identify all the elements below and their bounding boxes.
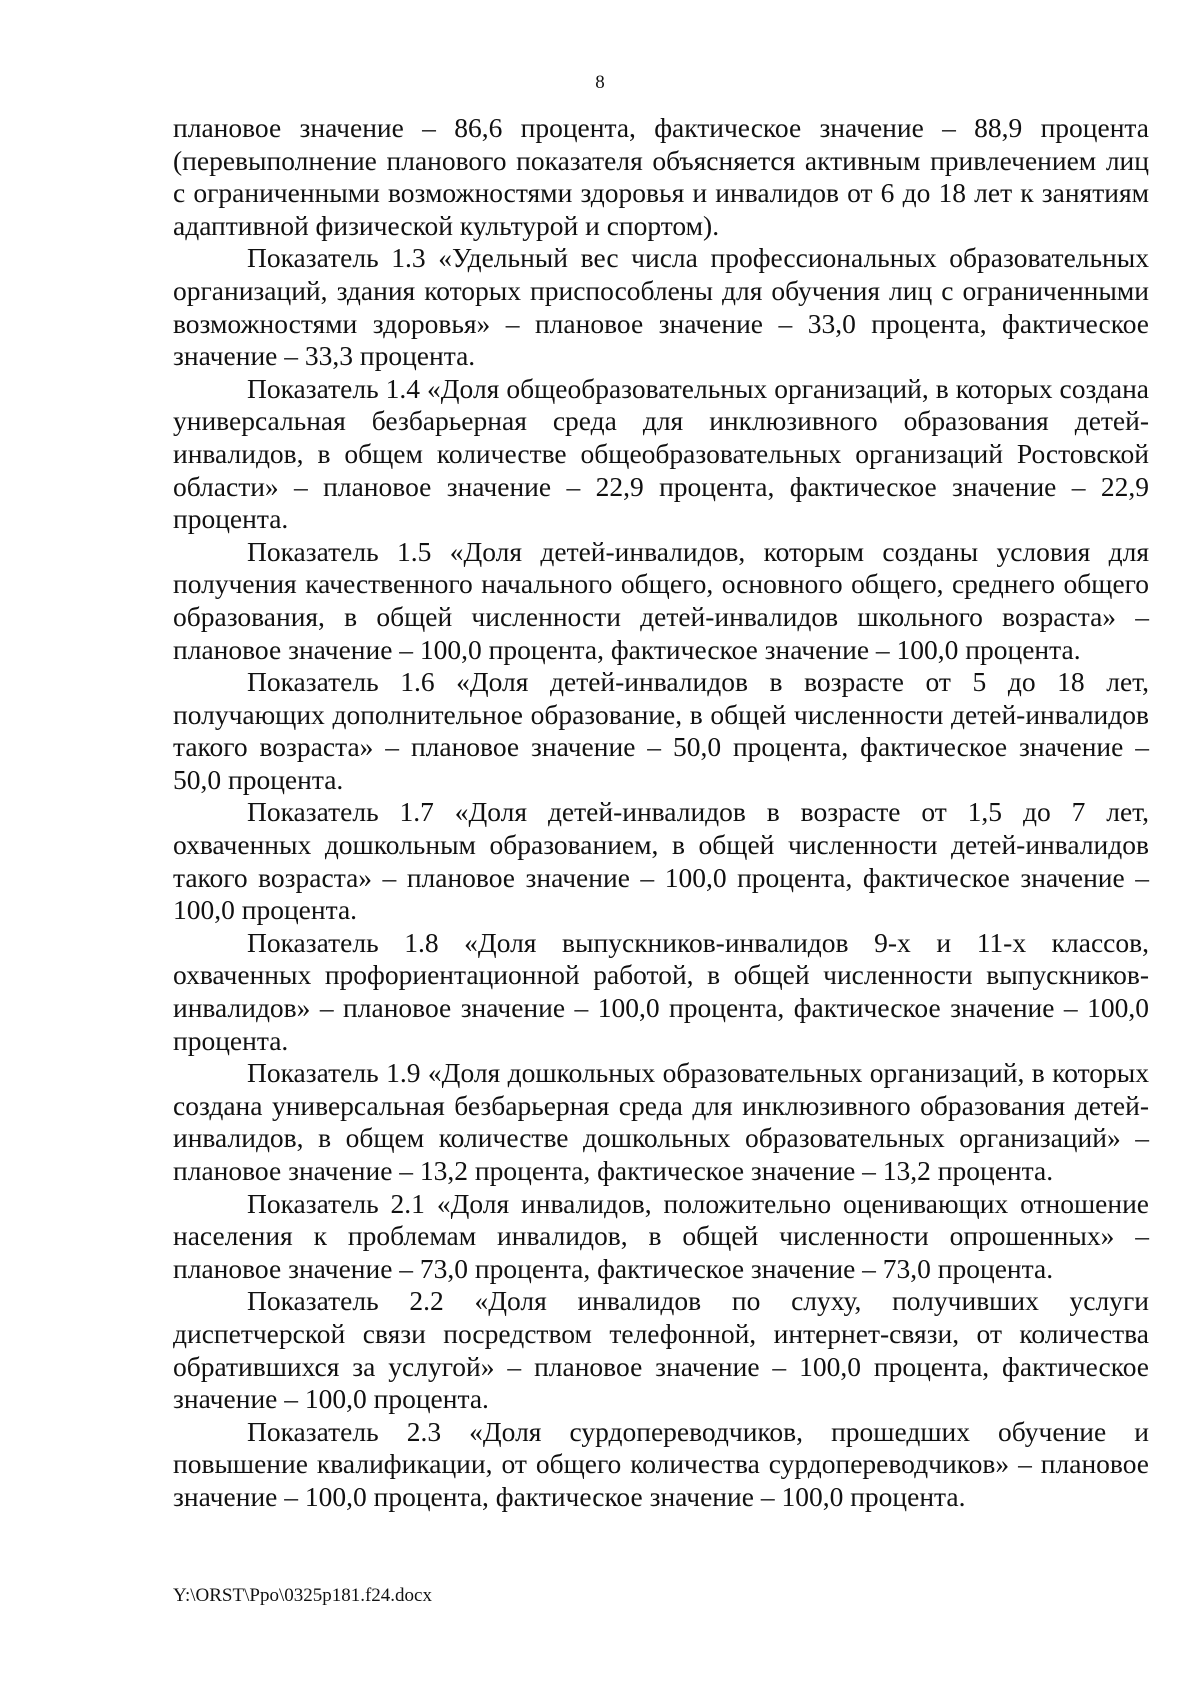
- paragraph-indicator-1-7: Показатель 1.7 «Доля детей-инвалидов в возрасте от 1,5 до 7 лет, охваченных дошкольным образованием, в общей численности детей-инвалидов такого возраста» – плановое значение – 100,0 процента, фактическое значение – 100,0 процента.: [173, 796, 1149, 926]
- paragraph-indicator-1-3: Показатель 1.3 «Удельный вес числа профессиональных образовательных организаций, здания которых приспособлены для обучения лиц с ограниченными возможностями здоровья» – плановое значение – 33,0 процента, фактическое значение – 33,3 процента.: [173, 242, 1149, 372]
- document-body: [173, 112, 1149, 1514]
- paragraph-indicator-2-1: Показатель 2.1 «Доля инвалидов, положительно оценивающих отношение населения к проблемам инвалидов, в общей численности опрошенных» – плановое значение – 73,0 процента, фактическое значение – 73,0 процента.: [173, 1187, 1149, 1284]
- paragraph-indicator-1-8: Показатель 1.8 «Доля выпускников-инвалидов 9-х и 11-х классов, охваченных профориентационной работой, в общей численности выпускников-инвалидов» – плановое значение – 100,0 процента, фактическое значение – 100,0 процента.: [173, 926, 1149, 1056]
- paragraph-indicator-1-5: Показатель 1.5 «Доля детей-инвалидов, которым созданы условия для получения качественного начального общего, основного общего, среднего общего образования, в общей численности детей-инвалидов школьного возраста» – плановое значение – 100,0 процента, фактическое значение – 100,0 процента.: [173, 535, 1149, 665]
- paragraph-indicator-1-6: Показатель 1.6 «Доля детей-инвалидов в возрасте от 5 до 18 лет, получающих дополнительное образование, в общей численности детей-инвалидов такого возраста» – плановое значение – 50,0 процента, фактическое значение – 50,0 процента.: [173, 666, 1149, 795]
- paragraph-indicator-1-9: Показатель 1.9 «Доля дошкольных образовательных организаций, в которых создана универсальная безбарьерная среда для инклюзивного образования детей-инвалидов, в общем количестве дошкольных образовательных организаций» – плановое значение – 13,2 процента, фактическое значение – 13,2 процента.: [173, 1057, 1149, 1186]
- paragraph-continuation: плановое значение – 86,6 процента, фактическое значение – 88,9 процента (перевыполнение планового показателя объясняется активным привлечением лиц с ограниченными возможностями здоровья и инвалидов от 6 до 18 лет к занятиям адаптивной физической культурой и спортом).: [173, 112, 1149, 241]
- paragraph-indicator-1-4: Показатель 1.4 «Доля общеобразовательных организаций, в которых создана универсальная безбарьерная среда для инклюзивного образования детей-инвалидов, в общем количестве общеобразовательных организаций Ростовской области» – плановое значение – 22,9 процента, фактическое значение – 22,9 процента.: [173, 372, 1149, 535]
- paragraph-indicator-2-3: Показатель 2.3 «Доля сурдопереводчиков, прошедших обучение и повышение квалификации, от общего количества сурдопереводчиков» – плановое значение – 100,0 процента, фактическое значение – 100,0 процента.: [173, 1415, 1149, 1512]
- page-number: 8: [595, 72, 605, 93]
- footer-file-path: Y:\ORST\Ppo\0325p181.f24.docx: [173, 1585, 432, 1606]
- paragraph-indicator-2-2: Показатель 2.2 «Доля инвалидов по слуху, получивших услуги диспетчерской связи посредством телефонной, интернет-связи, от количества обратившихся за услугой» – плановое значение – 100,0 процента, фактическое значение – 100,0 процента.: [173, 1285, 1149, 1415]
